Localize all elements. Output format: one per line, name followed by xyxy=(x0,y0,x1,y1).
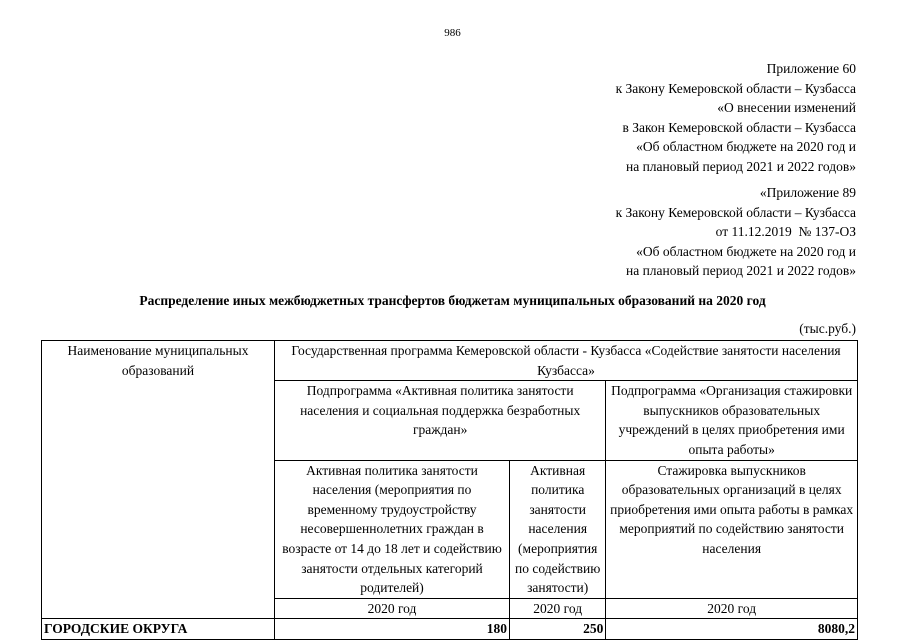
table-header-row xyxy=(42,341,858,381)
transfers-table xyxy=(41,340,858,640)
document-title: Распределение иных межбюджетных трансфертов бюджетам муниципальных образований на 2020 год xyxy=(139,293,766,308)
annex-original-line: «Об областном бюджете на 2020 год и xyxy=(636,243,856,259)
unit-label: (тыс.руб.) xyxy=(799,321,856,336)
annex-original-header xyxy=(616,183,856,281)
table-row xyxy=(42,619,858,640)
measure-header-2: Активная политика занятости населения (мероприятия по содействию занятости) xyxy=(510,460,606,598)
col-header-municipality: Наименование муниципальных образований xyxy=(42,341,275,619)
measure-header-1: Активная политика занятости населения (мероприятия по временному трудоустройству несовершеннолетних граждан в возрасте от 14 до 18 лет и содействию занятости отдельных категорий родителей) xyxy=(274,460,509,598)
page-number: 986 xyxy=(444,27,461,39)
annex-header-line: к Закону Кемеровской области – Кузбасса xyxy=(615,80,856,96)
annex-header-line: в Закон Кемеровской области – Кузбасса xyxy=(622,119,856,135)
annex-header-line: «Об областном бюджете на 2020 год и xyxy=(636,139,856,155)
row-value-2: 250 xyxy=(510,619,606,640)
measure-header-3: Стажировка выпускников образовательных организаций в целях приобретения ими опыта работы в рамках мероприятий по содействию занятости населения xyxy=(606,460,858,598)
annex-original-line: на плановый период 2021 и 2022 годов» xyxy=(625,263,856,279)
year-header-2: 2020 год xyxy=(510,598,606,619)
annex-header-line: на плановый период 2021 и 2022 годов» xyxy=(625,158,856,174)
year-header-1: 2020 год xyxy=(274,598,509,619)
row-label: ГОРОДСКИЕ ОКРУГА xyxy=(42,619,275,640)
annex-header xyxy=(616,59,856,177)
subprogram-header-2: Подпрограмма «Организация стажировки выпускников образовательных учреждений в целях приобретения ими опыта работы» xyxy=(606,381,858,460)
annex-original-line: «Приложение 89 xyxy=(759,185,856,200)
annex-original-line: от 11.12.2019 № 137-ОЗ xyxy=(715,224,856,240)
program-header: Государственная программа Кемеровской области - Кузбасса «Содействие занятости населения Кузбасса» xyxy=(274,341,857,381)
row-value-1: 180 xyxy=(274,619,509,640)
annex-original-line: к Закону Кемеровской области – Кузбасса xyxy=(615,204,856,220)
year-header-3: 2020 год xyxy=(606,598,858,619)
subprogram-header-1: Подпрограмма «Активная политика занятости населения и социальная поддержка безработных граждан» xyxy=(274,381,605,460)
annex-header-line: Приложение 60 xyxy=(766,61,856,76)
row-value-3: 8080,2 xyxy=(606,619,858,640)
annex-header-line: «О внесении изменений xyxy=(717,100,856,116)
